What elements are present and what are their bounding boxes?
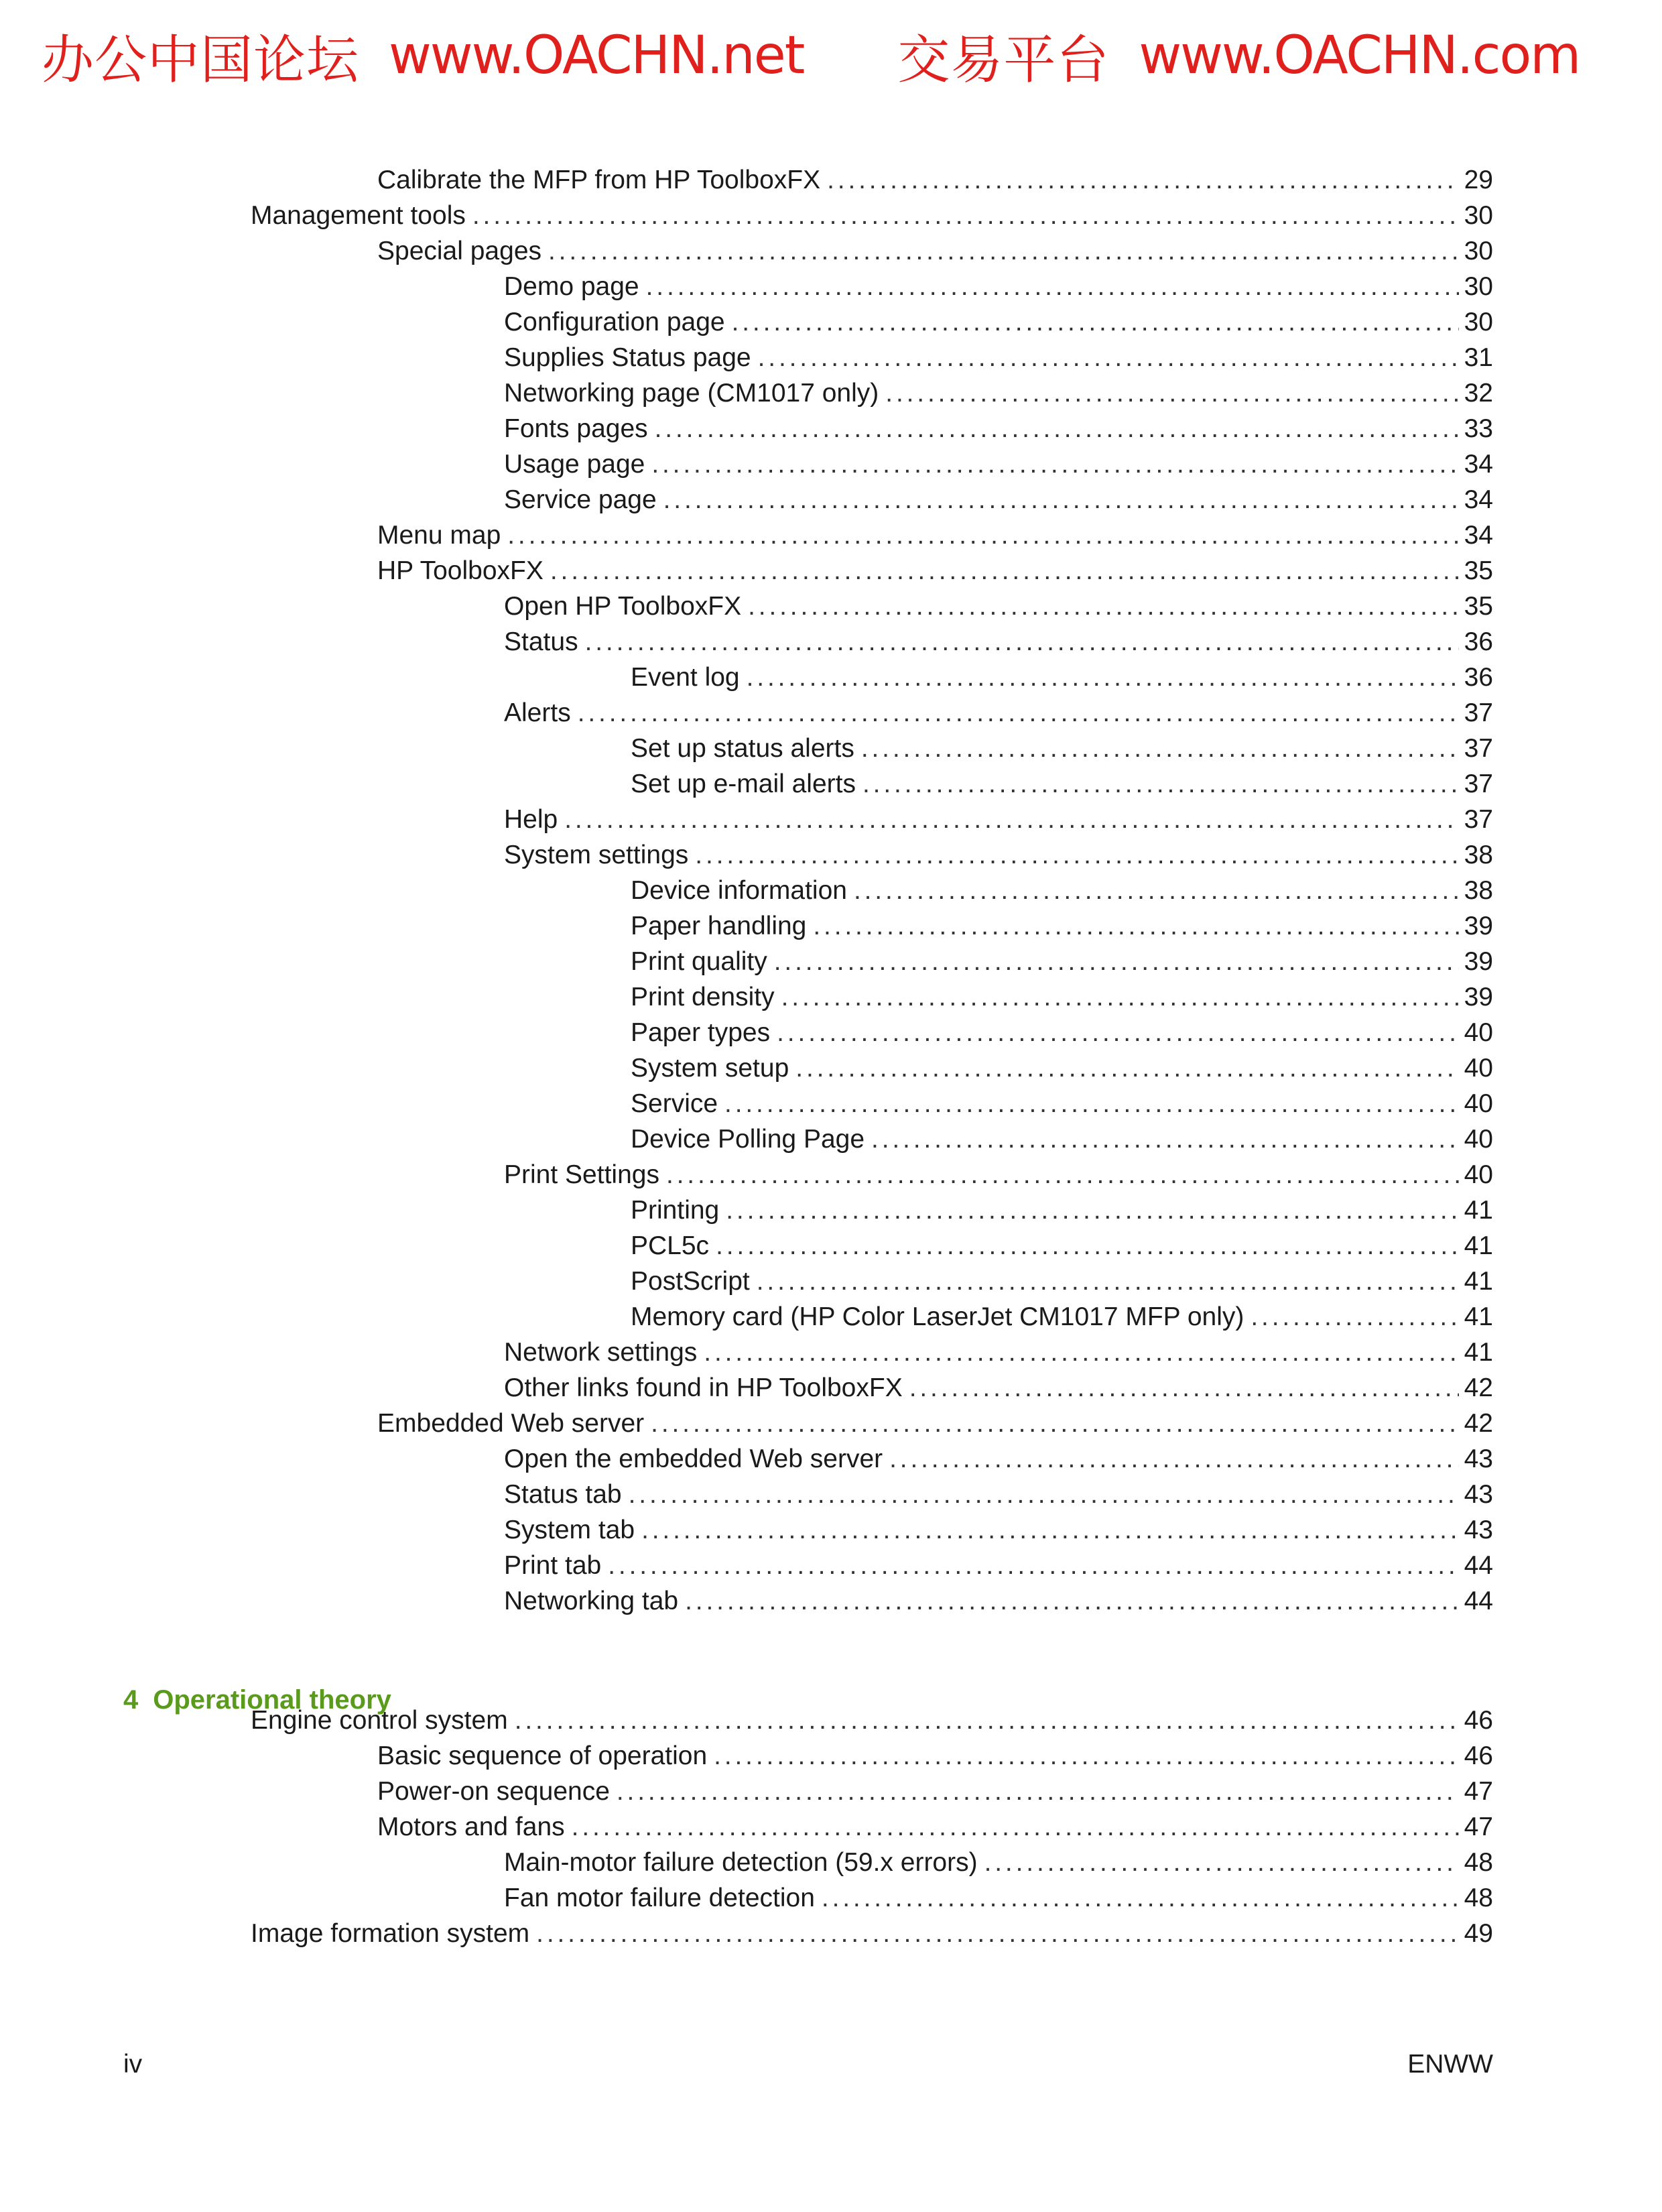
toc-entry[interactable]: Network settings . . . 41 [504, 1335, 1493, 1371]
banner-url-1[interactable]: www.OACHN.net [389, 25, 804, 86]
toc-entry[interactable]: Configuration page . . . 30 [504, 304, 1493, 341]
banner-site-name-1: 办公中国论坛 [42, 30, 360, 90]
toc-entry[interactable]: Main-motor failure detection (59.x errors) . . . 48 [504, 1845, 1493, 1881]
toc-entry[interactable]: Demo page . . . 30 [504, 269, 1493, 305]
toc-entry[interactable]: Basic sequence of operation . . . 46 [377, 1738, 1493, 1774]
toc-entry[interactable]: Paper types . . . 40 [631, 1015, 1493, 1051]
watermark-banner [42, 19, 1580, 93]
toc-entry[interactable]: Memory card (HP Color LaserJet CM1017 MFP only) . . . 41 [631, 1299, 1493, 1335]
toc-entry[interactable]: Print density . . . 39 [631, 979, 1493, 1016]
footer-doc-code: ENWW [1407, 2050, 1493, 2079]
toc-entry[interactable]: Device information . . . 38 [631, 873, 1493, 909]
toc-entry[interactable]: Fan motor failure detection . . . 48 [504, 1880, 1493, 1916]
toc-entry[interactable]: System setup . . . 40 [631, 1050, 1493, 1087]
toc-entry[interactable]: Service page . . . 34 [504, 482, 1493, 518]
chapter-number: 4 [123, 1685, 139, 1715]
toc-entry[interactable]: Print tab . . . 44 [504, 1548, 1493, 1584]
toc-entry[interactable]: Other links found in HP ToolboxFX . . . 42 [504, 1370, 1493, 1406]
toc-entry[interactable]: Motors and fans . . . 47 [377, 1809, 1493, 1845]
toc-entry[interactable]: Open HP ToolboxFX . . . 35 [504, 589, 1493, 625]
toc-entry[interactable]: Image formation system . . . 49 [251, 1916, 1493, 1952]
toc-entry[interactable]: Fonts pages . . . 33 [504, 411, 1493, 447]
toc-entry[interactable]: PostScript . . . 41 [631, 1264, 1493, 1300]
toc-entry[interactable]: System settings . . . 38 [504, 837, 1493, 873]
toc-entry[interactable]: Management tools . . . 30 [251, 198, 1493, 234]
toc-entry[interactable]: Event log . . . 36 [631, 660, 1493, 696]
toc-entry[interactable]: Menu map . . . 34 [377, 517, 1493, 554]
toc-entry[interactable]: Open the embedded Web server . . . 43 [504, 1441, 1493, 1477]
toc-entry[interactable]: Calibrate the MFP from HP ToolboxFX . . . 29 [377, 162, 1493, 198]
toc-entry[interactable]: Usage page . . . 34 [504, 446, 1493, 483]
toc-entry[interactable]: Printing . . . 41 [631, 1192, 1493, 1229]
toc-entry[interactable]: Status . . . 36 [504, 624, 1493, 660]
toc-entry[interactable]: Set up e-mail alerts . . . 37 [631, 766, 1493, 802]
banner-url-2[interactable]: www.OACHN.com [1139, 25, 1580, 86]
toc-entry[interactable]: Service . . . 40 [631, 1086, 1493, 1122]
banner-site-name-2: 交易平台 [897, 30, 1110, 90]
toc-entry[interactable]: Supplies Status page . . . 31 [504, 340, 1493, 376]
toc-entry[interactable]: PCL5c . . . 41 [631, 1228, 1493, 1264]
toc-entry[interactable]: Print quality . . . 39 [631, 944, 1493, 980]
toc-entry[interactable]: Alerts . . . 37 [504, 695, 1493, 731]
footer-page-number: iv [123, 2050, 143, 2079]
toc-entry[interactable]: Networking page (CM1017 only) . . . 32 [504, 375, 1493, 412]
toc-entry[interactable]: Status tab . . . 43 [504, 1477, 1493, 1513]
toc-entry[interactable]: Engine control system . . . 46 [251, 1703, 1493, 1739]
chapter-title: Operational theory [153, 1685, 391, 1715]
toc-entry[interactable]: Special pages . . . 30 [377, 233, 1493, 269]
toc-entry[interactable]: Paper handling . . . 39 [631, 908, 1493, 944]
toc-entry[interactable]: System tab . . . 43 [504, 1512, 1493, 1548]
toc-entry[interactable]: Help . . . 37 [504, 802, 1493, 838]
toc-entry[interactable]: Device Polling Page . . . 40 [631, 1121, 1493, 1158]
toc-entry[interactable]: Power-on sequence . . . 47 [377, 1774, 1493, 1810]
toc-entry[interactable]: Networking tab . . . 44 [504, 1583, 1493, 1619]
toc-entry[interactable]: Set up status alerts . . . 37 [631, 731, 1493, 767]
toc-entry[interactable]: Embedded Web server . . . 42 [377, 1406, 1493, 1442]
toc-entry[interactable]: HP ToolboxFX . . . 35 [377, 553, 1493, 589]
toc-entry[interactable]: Print Settings . . . 40 [504, 1157, 1493, 1193]
